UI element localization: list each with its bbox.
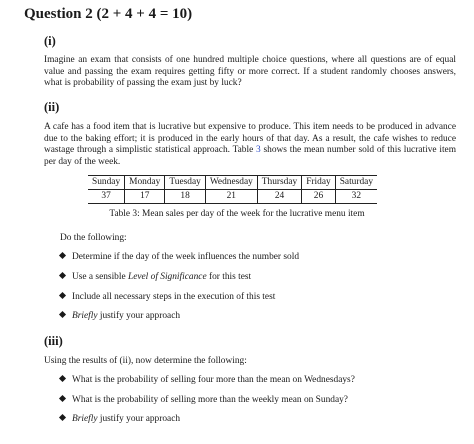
list-item-text-end: for this test [206,272,252,282]
list-item [60,272,251,282]
list-item [60,311,180,321]
table-cell: 37 [88,190,125,204]
list-item [60,395,348,405]
part-i-heading: (i) [44,34,56,48]
table-header-cell: Thursday [257,176,301,190]
diamond-bullet-icon [59,292,66,299]
table-header-cell: Sunday [88,176,125,190]
table-cell: 21 [205,190,257,204]
table-ref-link[interactable]: 3 [256,145,261,156]
list-item [60,252,299,262]
part-ii-heading: (ii) [44,100,60,114]
part-iii-heading: (iii) [44,334,63,348]
part-ii-text-start: A cafe has a food item that is lucrative but expensive to produce. This item needs to be produced in advance due to the baking effort; it is produced in the early hours of that day. As a result, the cafe wishes to reduce wastage through a simplistic statistical approach. Table [44,122,456,156]
list-item-text: Determine if the day of the week influences the number sold [72,252,300,262]
diamond-bullet-icon [59,395,66,402]
table-cell: 32 [335,190,377,204]
list-item [60,292,275,302]
table-header-cell: Friday [302,176,335,190]
question-title: Question 2 (2 + 4 + 4 = 10) [24,6,193,22]
table-cell: 18 [165,190,205,204]
table-caption: Table 3: Mean sales per day of the week for the lucrative menu item [109,209,365,219]
table-header-cell: Tuesday [165,176,205,190]
table-header-row [88,176,377,190]
table-cell: 17 [125,190,165,204]
diamond-bullet-icon [59,311,66,318]
list-item [60,414,180,424]
diamond-bullet-icon [59,252,66,259]
list-item-text-end: justify your approach [97,414,181,424]
part-i-text: Imagine an exam that consists of one hundred multiple choice questions, where all questions are of equal value and passing the exam requires getting fifty or more correct. If a student randomly chooses answers, what is probability of passing the exam just by luck? [44,55,456,89]
list-item-emphasis: Briefly [72,311,98,321]
list-item-emphasis: Level of Significance [127,272,207,282]
part-ii-text [44,122,456,168]
table-header-cell: Wednesday [205,176,257,190]
table-header-cell: Monday [125,176,165,190]
table-cell: 24 [257,190,301,204]
list-item-text: Use a sensible [72,272,128,282]
table-row [88,190,377,204]
table-cell: 26 [302,190,335,204]
list-item-text: What is the probability of selling more than the weekly mean on Sunday? [72,395,348,405]
mean-sales-table [88,175,377,204]
list-item-text: Include all necessary steps in the execution of this test [72,292,276,302]
list-item-text-end: justify your approach [97,311,181,321]
part-ii-text-end: shows the mean number sold of this lucrative item per day of the week. [44,145,456,167]
diamond-bullet-icon [59,414,66,421]
part-iii-lead: Using the results of (ii), now determine the following: [44,356,247,366]
list-item [60,375,355,385]
list-item-emphasis: Briefly [72,414,98,424]
list-item-text: What is the probability of selling four more than the mean on Wednesdays? [72,375,355,385]
table-header-cell: Saturday [335,176,377,190]
diamond-bullet-icon [59,375,66,382]
part-ii-lead: Do the following: [60,233,127,243]
diamond-bullet-icon [59,272,66,279]
